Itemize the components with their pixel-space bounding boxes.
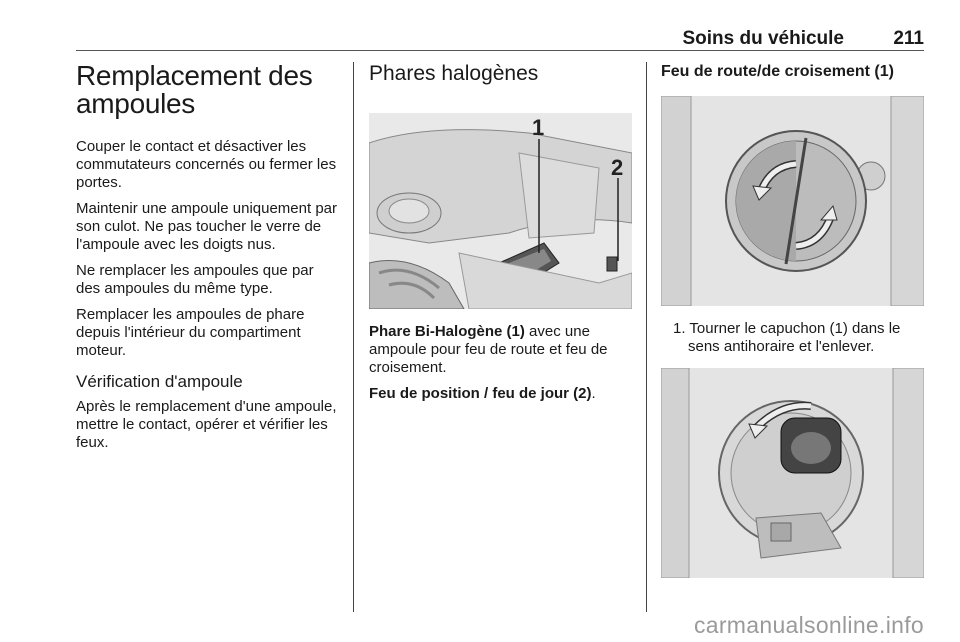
step-number: 1.: [673, 320, 686, 337]
paragraph: Ne remplacer les ampoules que par des ampoules du même type.: [76, 262, 314, 297]
column-3: [661, 62, 925, 578]
watermark: carmanualsonline.info: [693, 612, 924, 638]
figure-label: 2: [611, 155, 624, 180]
heading-line-1: Remplacement des: [76, 60, 313, 91]
bulb-removal-figure: [661, 368, 924, 578]
steps-list: [661, 320, 925, 356]
caption-text: .: [591, 385, 596, 402]
paragraph: Couper le contact et désactiver les commutateurs concernés ou fermer les portes.: [76, 138, 337, 191]
page-header: [76, 28, 924, 51]
caption: [369, 385, 633, 403]
column-divider: [353, 62, 354, 612]
caption-term: Feu de position / feu de jour (2): [369, 385, 592, 402]
section-heading: [76, 62, 340, 118]
paragraph: Après le remplacement d'une ampoule, mettre le contact, opérer et vérifier les feux.: [76, 398, 337, 451]
paragraph: Remplacer les ampoules de phare depuis l'intérieur du compartiment moteur.: [76, 306, 305, 359]
heading-line-2: ampoules: [76, 88, 196, 119]
step-text: Tourner le capuchon (1) dans le sens antihoraire et l'enlever.: [688, 320, 901, 355]
page-number: 211: [893, 28, 924, 49]
column-1: [76, 62, 340, 452]
caption-text: avec une ampoule pour feu de route et feu de croisement.: [369, 323, 608, 376]
headlamp-figure: [369, 113, 632, 309]
cap-removal-figure: [661, 96, 924, 306]
paragraph: Maintenir une ampoule uniquement par son culot. Ne pas toucher le verre de l'ampoule avec les doigts nus.: [76, 200, 337, 253]
column-2: [369, 62, 633, 403]
section-heading: Feu de route/de croisement (1): [661, 63, 894, 80]
subheading: Vérification d'ampoule: [76, 372, 243, 391]
caption-term: Phare Bi-Halogène (1): [369, 323, 525, 340]
column-divider: [646, 62, 647, 612]
figure-label: 1: [532, 115, 545, 140]
list-item: [661, 320, 925, 356]
section-heading: Phares halogènes: [369, 62, 539, 85]
caption: [369, 323, 633, 377]
section-title: Soins du véhicule: [682, 28, 844, 49]
